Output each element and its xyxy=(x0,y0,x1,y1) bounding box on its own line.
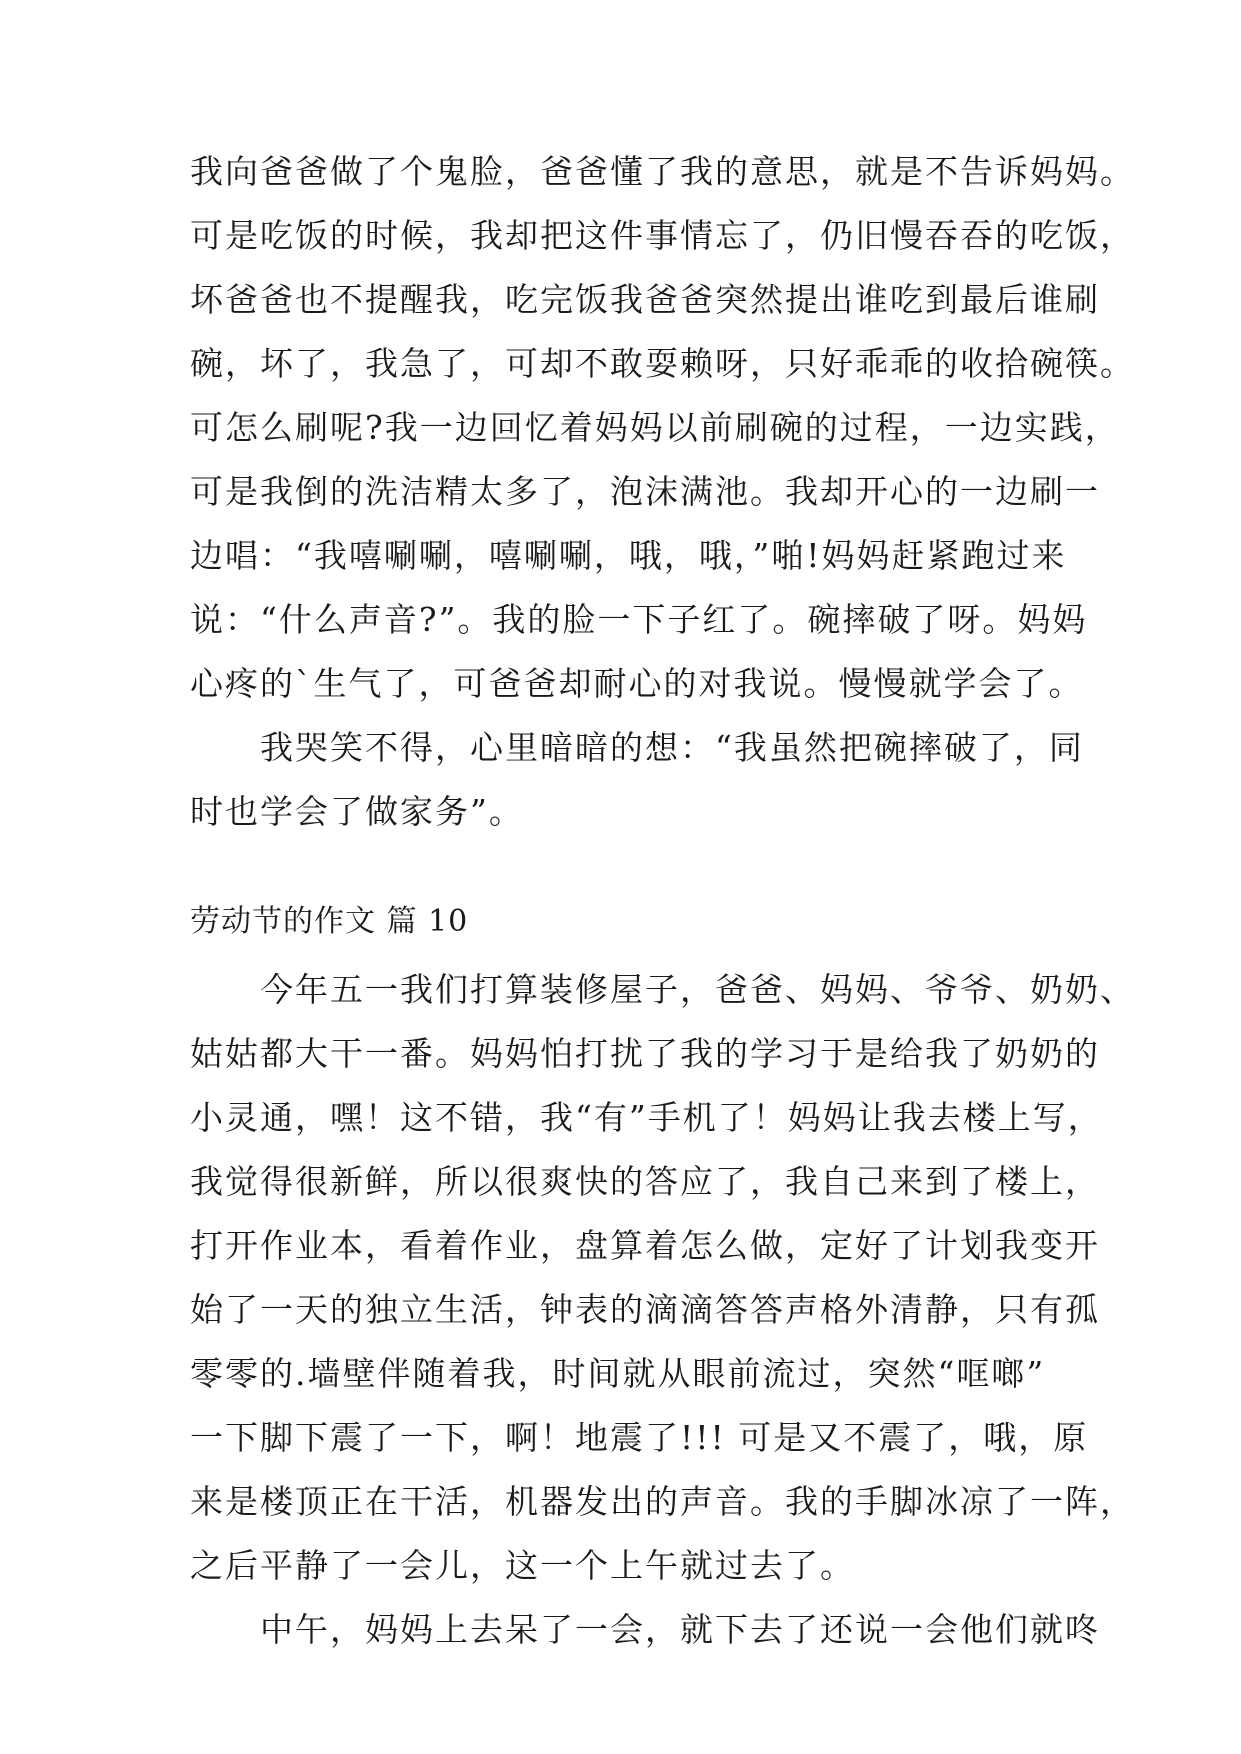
text-line: 我觉得很新鲜，所以很爽快的答应了，我自己来到了楼上， xyxy=(190,1162,1100,1201)
text-line: 心疼的`生气了，可爸爸却耐心的对我说。慢慢就学会了。 xyxy=(190,664,1084,703)
text-line: 中午，妈妈上去呆了一会，就下去了还说一会他们就咚 xyxy=(190,1610,1100,1649)
text-line: 始了一天的独立生活，钟表的滴滴答答声格外清静，只有孤 xyxy=(190,1290,1100,1329)
text-line: 小灵通，嘿！这不错，我“有”手机了！妈妈让我去楼上写， xyxy=(190,1098,1103,1137)
text-line: 姑姑都大干一番。妈妈怕打扰了我的学习于是给我了奶奶的 xyxy=(190,1034,1100,1073)
text-line: 之后平静了一会儿，这一个上午就过去了。 xyxy=(190,1546,855,1585)
text-line: 可怎么刷呢?我一边回忆着妈妈以前刷碗的过程，一边实践， xyxy=(190,408,1120,447)
text-line: 今年五一我们打算装修屋子，爸爸、妈妈、爷爷、奶奶、 xyxy=(190,970,1135,1009)
text-line: 一下脚下震了一下，啊！地震了!!! 可是又不震了，哦，原 xyxy=(190,1418,1089,1457)
section-heading: 劳动节的作文 篇 10 xyxy=(190,904,469,939)
text-line: 坏爸爸也不提醒我，吃完饭我爸爸突然提出谁吃到最后谁刷 xyxy=(190,280,1100,319)
text-line: 我哭笑不得，心里暗暗的想：“我虽然把碗摔破了，同 xyxy=(190,728,1084,767)
text-line: 可是吃饭的时候，我却把这件事情忘了，仍旧慢吞吞的吃饭， xyxy=(190,216,1135,255)
text-line: 碗，坏了，我急了，可却不敢耍赖呀，只好乖乖的收拾碗筷。 xyxy=(190,344,1135,383)
text-line: 时也学会了做家务”。 xyxy=(190,792,524,831)
text-line: 来是楼顶正在干活，机器发出的声音。我的手脚冰凉了一阵， xyxy=(190,1482,1135,1521)
text-line: 我向爸爸做了个鬼脸，爸爸懂了我的意思，就是不告诉妈妈。 xyxy=(190,152,1135,191)
text-line: 边唱：“我嘻唰唰，嘻唰唰，哦，哦，”啪!妈妈赶紧跑过来 xyxy=(190,536,1067,575)
text-line: 打开作业本，看着作业，盘算着怎么做，定好了计划我变开 xyxy=(190,1226,1100,1265)
text-line: 零零的.墙壁伴随着我，时间就从眼前流过，突然“哐啷” xyxy=(190,1354,1046,1393)
text-line: 可是我倒的洗洁精太多了，泡沫满池。我却开心的一边刷一 xyxy=(190,472,1100,511)
text-line: 说：“什么声音?”。我的脸一下子红了。碗摔破了呀。妈妈 xyxy=(190,600,1088,639)
